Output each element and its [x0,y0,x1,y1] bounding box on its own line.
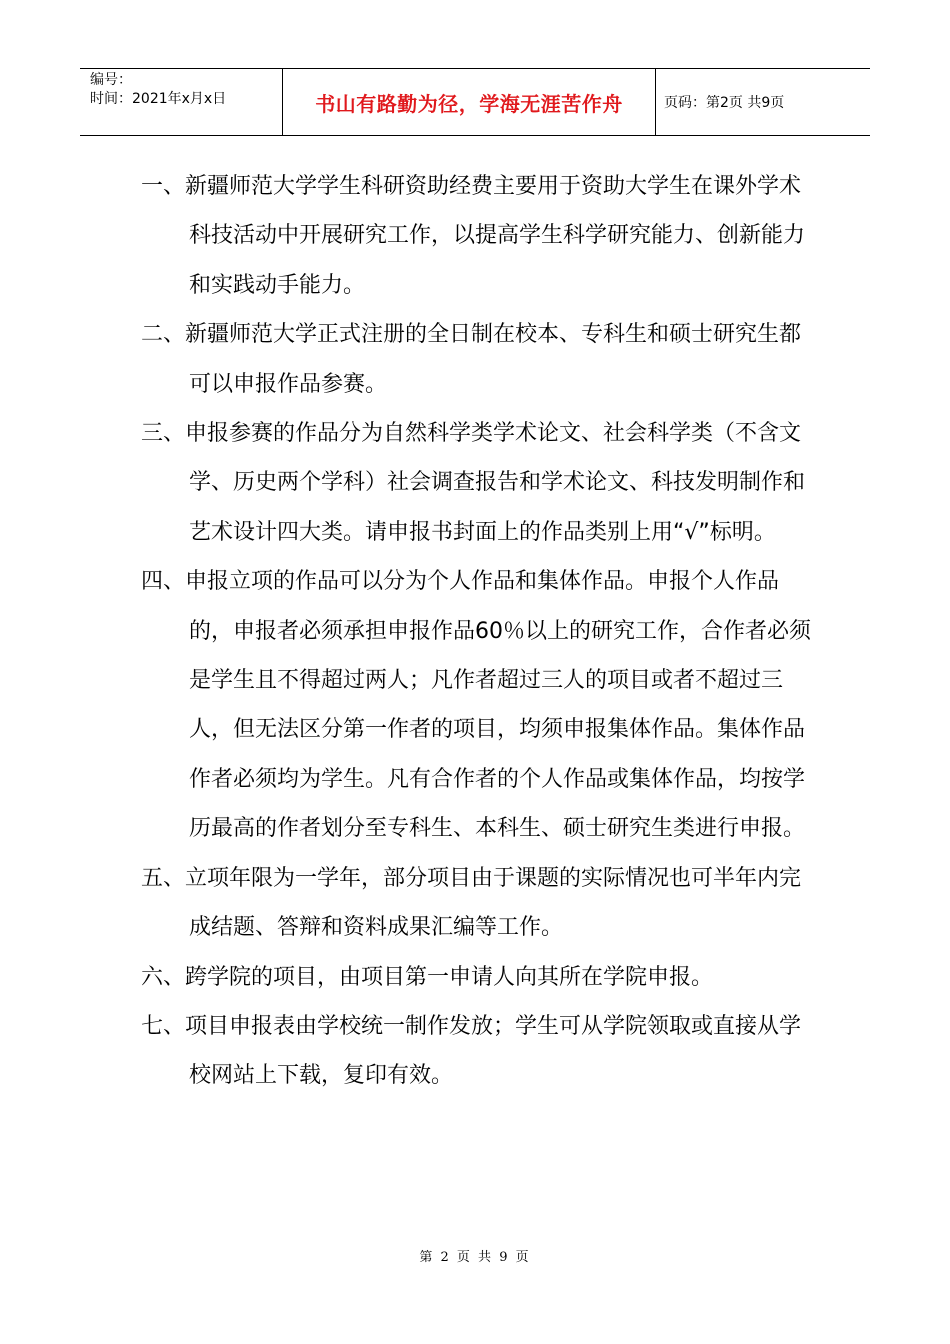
document-body [141,162,821,1101]
list-item: 六、跨学院的项目，由项目第一申请人向其所在学院申报。 [141,964,714,990]
header-motto: 书山有路勤为径，学海无涯苦作舟 [283,69,656,135]
time-label: 时间：2021年x月x日 [90,91,227,107]
list-item: 四、申报立项的作品可以分为个人作品和集体作品。申报个人作品的，申报者必须承担申报作品60％以上的研究工作，合作者必须是学生且不得超过两人；凡作者超过三人的项目或者不超过三人，但无法区分第一作者的项目，均须申报集体作品。集体作品作者必须均为学生。凡有合作者的个人作品或集体作品，均按学历最高的作者划分至专科生、本科生、硕士研究生类进行申报。 [141,569,811,842]
list-item: 二、新疆师范大学正式注册的全日制在校本、专科生和硕士研究生都可以申报作品参赛。 [141,322,802,397]
list-item: 三、申报参赛的作品分为自然科学类学术论文、社会科学类（不含文学、历史两个学科）社会调查报告和学术论文、科技发明制作和艺术设计四大类。请申报书封面上的作品类别上用“√”标明。 [141,421,806,545]
document-header [80,68,870,136]
number-label: 编号： [90,72,132,88]
page-footer: 第 2 页 共 9 页 [419,1250,531,1265]
list-item: 七、项目申报表由学校统一制作发放；学生可从学院领取或直接从学校网站上下载，复印有效。 [141,1013,802,1089]
list-item: 一、新疆师范大学学生科研资助经费主要用于资助大学生在课外学术科技活动中开展研究工作，以提高学生科学研究能力、创新能力和实践动手能力。 [141,174,806,298]
header-page-label: 页码：第2页 共9页 [664,95,785,111]
header-meta [80,69,283,135]
list-item: 五、立项年限为一学年，部分项目由于课题的实际情况也可半年内完成结题、答辩和资料成果汇编等工作。 [141,865,802,941]
